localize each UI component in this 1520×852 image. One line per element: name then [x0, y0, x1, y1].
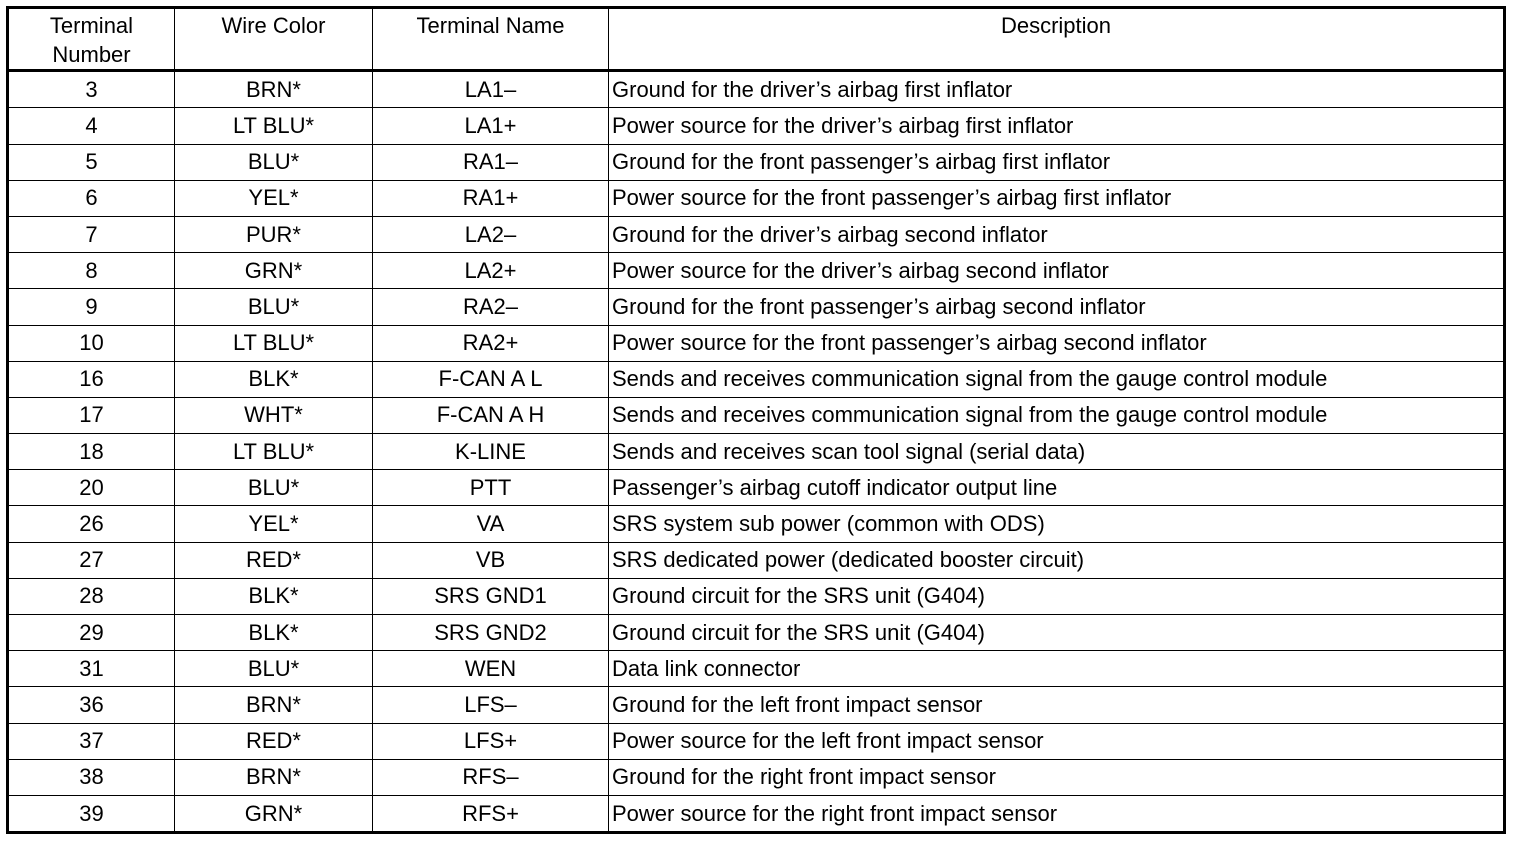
cell-terminal-number: 31: [8, 651, 175, 687]
table-row: [8, 108, 1505, 144]
cell-terminal-number: 9: [8, 289, 175, 325]
table-row: [8, 289, 1505, 325]
cell-description: Ground for the driver’s airbag first inflator: [609, 71, 1505, 108]
table-row: [8, 434, 1505, 470]
cell-terminal-name: LA2–: [373, 216, 609, 252]
header-terminal-number-line1: Terminal: [49, 13, 134, 38]
table-row: [8, 361, 1505, 397]
cell-terminal-number: 38: [8, 759, 175, 795]
cell-wire-color: YEL*: [175, 506, 373, 542]
table-row: [8, 542, 1505, 578]
cell-wire-color: LT BLU*: [175, 434, 373, 470]
table-row: [8, 325, 1505, 361]
cell-terminal-number: 6: [8, 180, 175, 216]
cell-wire-color: BRN*: [175, 71, 373, 108]
cell-terminal-name: LFS+: [373, 723, 609, 759]
cell-description: Power source for the front passenger’s airbag second inflator: [609, 325, 1505, 361]
cell-terminal-number: 39: [8, 795, 175, 832]
cell-description: SRS dedicated power (dedicated booster circuit): [609, 542, 1505, 578]
cell-terminal-name: F-CAN A L: [373, 361, 609, 397]
cell-terminal-name: RA1–: [373, 144, 609, 180]
cell-terminal-name: RA1+: [373, 180, 609, 216]
cell-terminal-number: 3: [8, 71, 175, 108]
cell-terminal-name: RA2–: [373, 289, 609, 325]
cell-terminal-number: 27: [8, 542, 175, 578]
terminal-table: [6, 6, 1506, 834]
cell-wire-color: LT BLU*: [175, 325, 373, 361]
cell-terminal-name: VB: [373, 542, 609, 578]
cell-wire-color: BLK*: [175, 361, 373, 397]
cell-description: Ground for the left front impact sensor: [609, 687, 1505, 723]
cell-wire-color: BLU*: [175, 289, 373, 325]
table-row: [8, 723, 1505, 759]
cell-description: Power source for the driver’s airbag first inflator: [609, 108, 1505, 144]
table-row: [8, 687, 1505, 723]
cell-terminal-name: LA2+: [373, 253, 609, 289]
cell-wire-color: LT BLU*: [175, 108, 373, 144]
cell-terminal-name: SRS GND1: [373, 578, 609, 614]
cell-description: Power source for the front passenger’s airbag first inflator: [609, 180, 1505, 216]
cell-terminal-name: RFS+: [373, 795, 609, 832]
table-row: [8, 144, 1505, 180]
header-terminal-name: Terminal Name: [373, 8, 609, 71]
cell-description: Power source for the left front impact sensor: [609, 723, 1505, 759]
cell-description: Ground for the driver’s airbag second inflator: [609, 216, 1505, 252]
cell-wire-color: BLU*: [175, 470, 373, 506]
cell-description: Data link connector: [609, 651, 1505, 687]
cell-terminal-name: LA1+: [373, 108, 609, 144]
cell-terminal-number: 29: [8, 615, 175, 651]
cell-terminal-name: RFS–: [373, 759, 609, 795]
header-description: Description: [609, 8, 1505, 71]
table-row: [8, 615, 1505, 651]
cell-wire-color: YEL*: [175, 180, 373, 216]
cell-terminal-name: VA: [373, 506, 609, 542]
cell-terminal-number: 8: [8, 253, 175, 289]
cell-wire-color: GRN*: [175, 253, 373, 289]
header-terminal-number: [8, 8, 175, 71]
cell-terminal-name: PTT: [373, 470, 609, 506]
cell-terminal-number: 37: [8, 723, 175, 759]
cell-terminal-name: F-CAN A H: [373, 397, 609, 433]
cell-description: Power source for the driver’s airbag second inflator: [609, 253, 1505, 289]
cell-description: Ground for the front passenger’s airbag second inflator: [609, 289, 1505, 325]
cell-description: Passenger’s airbag cutoff indicator output line: [609, 470, 1505, 506]
table-row: [8, 759, 1505, 795]
cell-terminal-name: LFS–: [373, 687, 609, 723]
cell-terminal-number: 10: [8, 325, 175, 361]
cell-wire-color: PUR*: [175, 216, 373, 252]
table-row: [8, 253, 1505, 289]
cell-terminal-number: 7: [8, 216, 175, 252]
cell-terminal-name: SRS GND2: [373, 615, 609, 651]
cell-terminal-name: RA2+: [373, 325, 609, 361]
table-row: [8, 397, 1505, 433]
terminal-table-container: [6, 6, 1506, 834]
cell-terminal-number: 4: [8, 108, 175, 144]
cell-description: Ground circuit for the SRS unit (G404): [609, 578, 1505, 614]
cell-description: Sends and receives scan tool signal (serial data): [609, 434, 1505, 470]
cell-wire-color: BRN*: [175, 687, 373, 723]
cell-wire-color: RED*: [175, 542, 373, 578]
cell-terminal-number: 20: [8, 470, 175, 506]
cell-terminal-number: 18: [8, 434, 175, 470]
cell-terminal-name: LA1–: [373, 71, 609, 108]
cell-description: Ground for the front passenger’s airbag first inflator: [609, 144, 1505, 180]
cell-terminal-number: 17: [8, 397, 175, 433]
header-wire-color: Wire Color: [175, 8, 373, 71]
cell-terminal-number: 5: [8, 144, 175, 180]
cell-wire-color: BRN*: [175, 759, 373, 795]
cell-description: Ground circuit for the SRS unit (G404): [609, 615, 1505, 651]
table-row: [8, 651, 1505, 687]
cell-terminal-number: 16: [8, 361, 175, 397]
cell-wire-color: BLK*: [175, 615, 373, 651]
cell-description: SRS system sub power (common with ODS): [609, 506, 1505, 542]
table-row: [8, 506, 1505, 542]
header-terminal-number-line2: Number: [52, 41, 131, 67]
cell-terminal-number: 28: [8, 578, 175, 614]
table-header: [8, 8, 1505, 71]
cell-terminal-number: 36: [8, 687, 175, 723]
cell-wire-color: BLU*: [175, 651, 373, 687]
table-row: [8, 470, 1505, 506]
table-row: [8, 578, 1505, 614]
cell-description: Sends and receives communication signal from the gauge control module: [609, 361, 1505, 397]
header-row: [8, 8, 1505, 71]
cell-description: Sends and receives communication signal from the gauge control module: [609, 397, 1505, 433]
cell-terminal-name: WEN: [373, 651, 609, 687]
cell-wire-color: WHT*: [175, 397, 373, 433]
table-row: [8, 71, 1505, 108]
table-row: [8, 216, 1505, 252]
cell-description: Power source for the right front impact sensor: [609, 795, 1505, 832]
cell-description: Ground for the right front impact sensor: [609, 759, 1505, 795]
table-row: [8, 180, 1505, 216]
cell-wire-color: BLK*: [175, 578, 373, 614]
cell-wire-color: RED*: [175, 723, 373, 759]
cell-terminal-name: K-LINE: [373, 434, 609, 470]
table-row: [8, 795, 1505, 832]
cell-wire-color: BLU*: [175, 144, 373, 180]
table-body: [8, 71, 1505, 833]
cell-terminal-number: 26: [8, 506, 175, 542]
cell-wire-color: GRN*: [175, 795, 373, 832]
